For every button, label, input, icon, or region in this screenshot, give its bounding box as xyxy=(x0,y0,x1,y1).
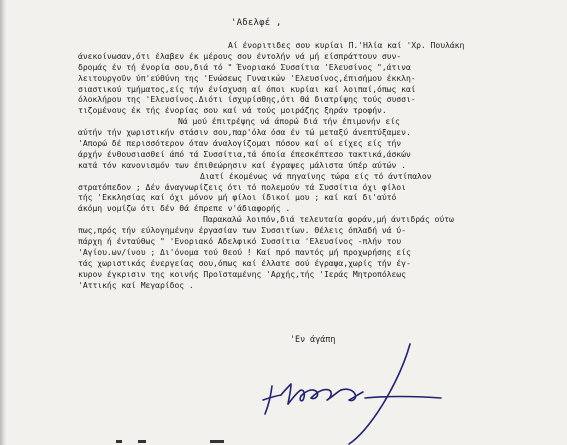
body-line: 'Αγίου.ων/ίνου ; Δι'όνομα τού Θεού ! Καί πρό παντός μή προχωρήσης είς xyxy=(78,246,411,257)
edge-mark xyxy=(138,440,146,443)
body-line: τής 'Εκκλησίας καί όχι μόνον μή φίλοι ίδικοί μου ; καί καί δι'αύτό xyxy=(78,192,397,203)
body-line: 'Απορώ δέ περισσότερον όταν άναλογίζομαι πόσον καί οί είχες είς τήν xyxy=(78,138,402,149)
body-line: Αί ένοριτιδες σου κυρίαι Π.'Ηλία καί 'Χρ. Πουλάκη xyxy=(228,40,465,50)
body-line: Διατί έκομένως νά πηγαίνης τώρα είς τό άντίπαλον xyxy=(200,170,432,181)
body-line: πως,πρός τήν εύλογημένην έργασίαν των Συσσιτίων. Θέλεις όπλαδή νά ύ- xyxy=(78,225,406,236)
scan-edge-shadow xyxy=(0,0,6,445)
letter-salutation: 'Αδελφέ , xyxy=(231,18,282,28)
body-line: όλοκλήρου της 'Ελευσίνος.Διότι ίσχυρίσθης,ότι θά διατρίψης τούς συσσι- xyxy=(78,94,416,105)
body-line: δρομάς έν τή ένορία σου,διά τό " Ένοριακό Συσσίτια 'Ελευσίνος ",άτινα xyxy=(78,61,411,72)
body-line: τιζομένους έκ τής ένορίας σου καί νά τούς μοιράζης ξηράν τροφήν. xyxy=(78,105,387,116)
body-line: στρατόπεδον ; Δέν άναγνωρίζεις ότι τό πολεμούν τά Συσσίτια όχι φίλοι xyxy=(78,181,406,192)
body-line: σιαστικού τμήματος,είς τήν ένίσχυση αί όποι κυρίαι καί λοιπαί,όπως καί xyxy=(78,83,416,94)
body-line: Παρακαλώ λοιπόν,διά τελευταία φοράν,μή άντιδράς ούτω xyxy=(203,214,454,225)
body-line: κατά τόν κανονισμόν των έπιθεώρησιν καί έγραψες μάλιστα ύπέρ αύτών . xyxy=(78,159,406,170)
body-line: κυρον έγκρισιν της κοινής Προϊσταμένης 'Αρχής,τής 'Ιεράς Μητροπόλεως xyxy=(78,268,406,279)
body-line: λειτουργοῦν ύπ'εύθύνη της 'Ενώσεως Γυναικών 'Ελευσίνος,έπισήμου έκκλη- xyxy=(78,72,416,83)
letter-body xyxy=(78,40,558,290)
handwritten-signature xyxy=(245,340,445,445)
body-line: άρχήν ένθουσιασθεί άπό τά Συσσίτια,τά όποία έπεσκέπτεσο τακτικά,άσκών xyxy=(78,148,411,159)
body-line: Νά μού έπιτρέψης νά άπορώ διά τήν έπιμονήν είς xyxy=(178,116,400,127)
letter-closing: 'Εν άγάπη xyxy=(290,334,336,344)
body-line: τάς χωριστικάς ένεργείας σου,όπως καί έλλατε σού έγραψα,χωρίς τήν έγ- xyxy=(78,257,411,268)
body-line: άκόμη νομίζω ότι δέν θά έπρεπε ν'άδιαφορής . xyxy=(78,203,291,214)
edge-mark xyxy=(116,440,122,443)
body-line: 'Αττικής καί Μεγαρίδος . xyxy=(78,279,194,290)
body-line: άνεκοίνωσαν,ότι έλαβεν έκ μέρους σου έντολήν νά μή είσπράττουν συν- xyxy=(78,50,402,61)
body-line: αύτήν τήν χωριστικήν στάσιν σου,παρ'όλα όσα έν τώ μεταξύ άνεπτύξαμεν. xyxy=(78,127,411,138)
body-line: πάρχη ή ένταύθως " 'Ενοριακό Αδελφικό Συσσίτια 'Ελευσίνος -πλήν του xyxy=(78,236,402,247)
edge-mark xyxy=(210,440,224,443)
